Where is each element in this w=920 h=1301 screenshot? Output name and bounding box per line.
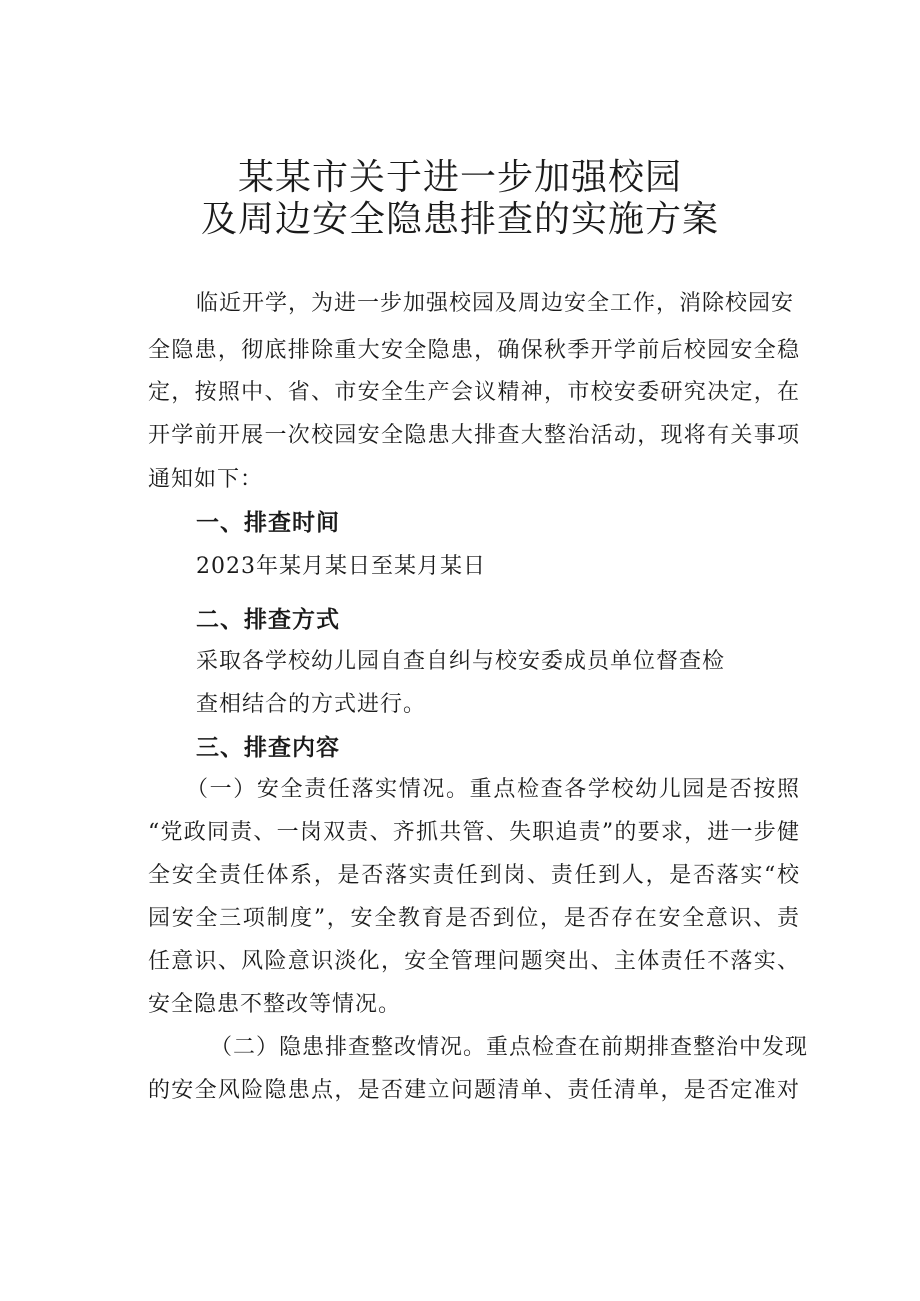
section-3-heading: 三、排查内容 — [196, 735, 340, 761]
intro-line-5: 通知如下： — [148, 467, 264, 492]
section-3-para-1-line-3: 全安全责任体系，是否落实责任到岗、责任到人，是否落实“校 — [148, 863, 800, 888]
section-3-para-1-line-4: 园安全三项制度”，安全教育是否到位，是否存在安全意识、责 — [148, 906, 800, 931]
section-3-para-1-line-2: “党政同责、一岗双责、齐抓共管、失职追责”的要求，进一步健 — [148, 820, 800, 845]
section-3-para-2-line-1: （二）隐患排查整改情况。重点检查在前期排查整治中发现 — [210, 1035, 809, 1060]
intro-line-4: 开学前开展一次校园安全隐患大排查大整治活动，现将有关事项 — [148, 423, 800, 448]
intro-line-1: 临近开学，为进一步加强校园及周边安全工作，消除校园安 — [196, 291, 795, 316]
intro-line-2: 全隐患，彻底排除重大安全隐患，确保秋季开学前后校园安全稳 — [148, 338, 800, 363]
section-2-body-line-2: 查相结合的方式进行。 — [196, 692, 427, 717]
section-3-para-1-line-1: （一）安全责任落实情况。重点检查各学校幼儿园是否按照 — [186, 777, 800, 802]
section-2-body-line-1: 采取各学校幼儿园自查自纠与校安委成员单位督查检 — [196, 649, 726, 674]
section-3-para-1-line-5: 任意识、风险意识淡化，安全管理问题突出、主体责任不落实、 — [148, 949, 800, 974]
document-title-line-1: 某某市关于进一步加强校园 — [237, 157, 682, 198]
section-3-para-2-line-2: 的安全风险隐患点，是否建立问题清单、责任清单，是否定准对 — [148, 1078, 800, 1103]
section-2-heading: 二、排查方式 — [196, 607, 340, 633]
section-1-body: 2023年某月某日至某月某日 — [196, 554, 486, 579]
section-3-para-1-line-6: 安全隐患不整改等情况。 — [148, 992, 402, 1017]
section-1-heading: 一、排查时间 — [196, 510, 340, 536]
intro-line-3: 定，按照中、省、市安全生产会议精神，市校安委研究决定，在 — [148, 380, 800, 405]
document-title-line-2: 及周边安全隐患排查的实施方案 — [200, 199, 719, 240]
